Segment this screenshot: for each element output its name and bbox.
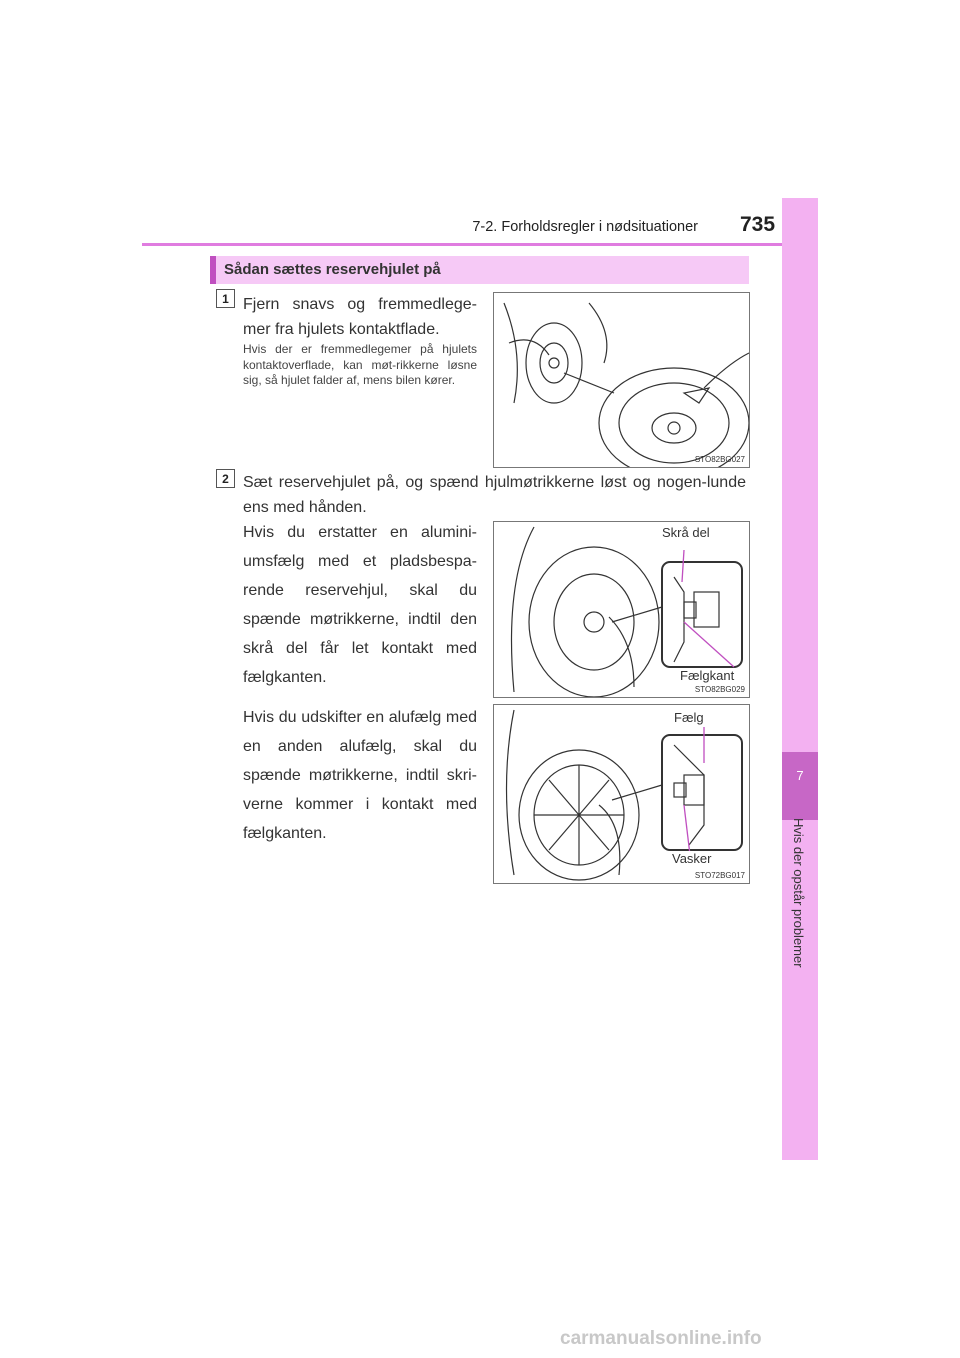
header-section-title: 7-2. Forholdsregler i nødsituationer [472,219,698,235]
step-1-note: Hvis der er fremmedlegemer på hjulets kontaktoverflade, kan møt-rikkerne løsne sig, så hjulet falder af, mens bilen kører. [243,342,477,387]
figure-1-code: STO82BG027 [694,455,745,464]
callout-line-rim-edge [684,622,734,667]
step-2-badge: 2 [216,469,235,488]
callout-rim-edge: Fælgkant [680,668,735,683]
fender-line [504,303,517,403]
cleaning-arm [704,353,749,388]
step-1-badge: 1 [216,289,235,308]
callout-slanted-part: Skrå del [662,525,710,540]
right-arm [564,373,614,393]
callout-line-slanted [682,550,684,582]
header-rule [142,243,818,246]
chapter-title-text: Hvis der opstår problemer [791,818,806,968]
figure-clean-hub-illustration [494,293,749,467]
callout-rim: Fælg [674,710,704,725]
fender-line [507,710,515,875]
figure-clean-hub [493,292,750,468]
step-2-subtext-1: Hvis du erstatter en alumini-umsfælg med et pladsbespa-rende reservehjul, skal du spænde møtrikkerne, indtil den skrå del får let kontakt med fælgkanten. [243,524,477,686]
figure-spare-wheel-nut [493,521,750,698]
page-number: 735 [740,213,776,236]
chapter-number: 7 [796,768,804,783]
chapter-title-vertical [790,810,810,990]
chapter-side-tab [782,198,818,1160]
brake-disc [526,323,582,403]
watermark: carmanualsonline.info [560,1328,762,1349]
figure-alloy-wheel-nut [493,704,750,884]
section-title: Sådan sættes reservehjulet på [224,261,441,278]
figure-3-code: STO72BG017 [694,871,745,880]
spare-wheel [529,547,659,697]
step-2-subtext-2: Hvis du udskifter en alufælg med en anden alufælg, skal du spænde møtrikkerne, indtil skri-verne kommer i kontakt med fælgkanten. [243,709,477,842]
step-1-text: Fjern snavs og fremmedlege-mer fra hjulets kontaktflade. [243,296,477,338]
callout-washer: Vasker [672,851,712,866]
lug-nut [684,775,704,805]
lug-nut [694,592,719,627]
hand [609,617,634,687]
step-2-text: Sæt reservehjulet på, og spænd hjulmøtrikkerne løst og nogen-lunde ens med hånden. [243,474,746,516]
callout-line-washer [684,805,690,855]
figure-2-code: STO82BG029 [694,685,745,694]
fender-line [512,527,535,692]
